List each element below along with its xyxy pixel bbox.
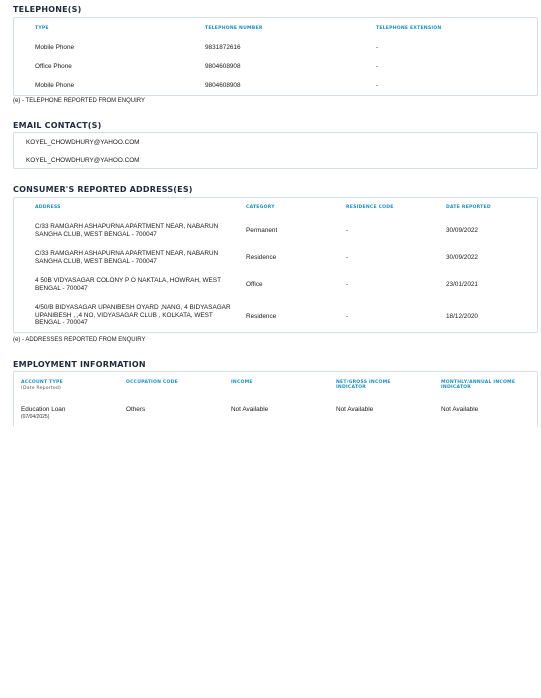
- employment-title: EMPLOYMENT INFORMATION: [13, 360, 146, 369]
- employment-date-reported: (07/04/2025): [21, 414, 50, 420]
- col-net-gross-header: NET/GROSS INCOME INDICATOR: [336, 380, 391, 390]
- address-date: 30/09/2022: [446, 227, 478, 234]
- employment-monthly-annual: Not Available: [441, 406, 479, 413]
- address-category: Residence: [246, 313, 277, 320]
- address-residence-code: -: [346, 313, 349, 320]
- phone-number: 9804608908: [205, 63, 241, 70]
- email-address: KOYEL_CHOWDHURY@YAHOO.COM: [26, 157, 140, 164]
- col-category-header: CATEGORY: [246, 205, 275, 210]
- employment-occupation: Others: [126, 406, 146, 413]
- col-residence-code-header: RESIDENCE CODE: [346, 205, 394, 210]
- phone-extension: -: [376, 82, 379, 89]
- address-category: Residence: [246, 254, 277, 261]
- col-income-header: INCOME: [231, 380, 253, 385]
- address-text: C/33 RAMGARH ASHAPURNA APARTMENT NEAR, NABARUN SANGHA CLUB, WEST BENGAL - 700047: [35, 223, 219, 238]
- address-residence-code: -: [346, 254, 349, 261]
- col-account-type-header: ACCOUNT TYPE: [21, 380, 63, 385]
- telephones-note: (e) - TELEPHONE REPORTED FROM ENQUIRY: [13, 98, 146, 104]
- address-text: 4 50B VIDYASAGAR COLONY P O NAKTALA, HOWRAH, WEST BENGAL - 700047: [35, 277, 221, 292]
- employment-net-gross: Not Available: [336, 406, 374, 413]
- col-account-type-subheader: (Date Reported): [21, 386, 61, 391]
- col-occupation-header: OCCUPATION CODE: [126, 380, 178, 385]
- address-residence-code: -: [346, 281, 349, 288]
- col-address-header: ADDRESS: [35, 205, 61, 210]
- address-date: 18/12/2020: [446, 313, 478, 320]
- address-date: 30/09/2022: [446, 254, 478, 261]
- phone-type: Office Phone: [35, 63, 72, 70]
- addresses-title: CONSUMER'S REPORTED ADDRESS(ES): [13, 185, 193, 194]
- address-text: C/33 RAMGARH ASHAPURNA APARTMENT NEAR, NABARUN SANGHA CLUB, WEST BENGAL - 700047: [35, 250, 219, 265]
- emails-title: EMAIL CONTACT(S): [13, 121, 102, 130]
- phone-extension: -: [376, 44, 379, 51]
- emails-table: [13, 132, 538, 169]
- address-residence-code: -: [346, 227, 349, 234]
- phone-extension: -: [376, 63, 379, 70]
- col-date-reported-header: DATE REPORTED: [446, 205, 491, 210]
- address-category: Permanent: [246, 227, 278, 234]
- telephones-title: TELEPHONE(S): [13, 5, 82, 14]
- phone-number: 9804608908: [205, 82, 241, 89]
- employment-account-type: Education Loan: [21, 406, 66, 413]
- telephones-table: [13, 17, 538, 96]
- employment-table: [13, 371, 538, 427]
- col-monthly-annual-header: MONTHLY/ANNUAL INCOME INDICATOR: [441, 380, 516, 390]
- phone-number: 9831872616: [205, 44, 241, 51]
- phone-type: Mobile Phone: [35, 44, 75, 51]
- address-category: Office: [246, 281, 263, 288]
- addresses-note: (e) - ADDRESSES REPORTED FROM ENQUIRY: [13, 337, 146, 343]
- phone-type: Mobile Phone: [35, 82, 75, 89]
- col-number-header: TELEPHONE NUMBER: [205, 26, 263, 31]
- email-address: KOYEL_CHOWDHURY@YAHOO.COM: [26, 139, 140, 146]
- address-date: 23/01/2021: [446, 281, 478, 288]
- addresses-table: [13, 197, 538, 333]
- address-text: 4/50/B BIDYASAGAR UPANIBESH OYARD ,NANG, 4 BIDYASAGAR UPANIBESH , ,4 NO, VIDYASAGAR CLUB , KOLKATA, WEST BENGAL - 700047: [35, 304, 231, 326]
- col-type-header: TYPE: [35, 26, 49, 31]
- employment-income: Not Available: [231, 406, 269, 413]
- col-extension-header: TELEPHONE EXTENSION: [376, 26, 442, 31]
